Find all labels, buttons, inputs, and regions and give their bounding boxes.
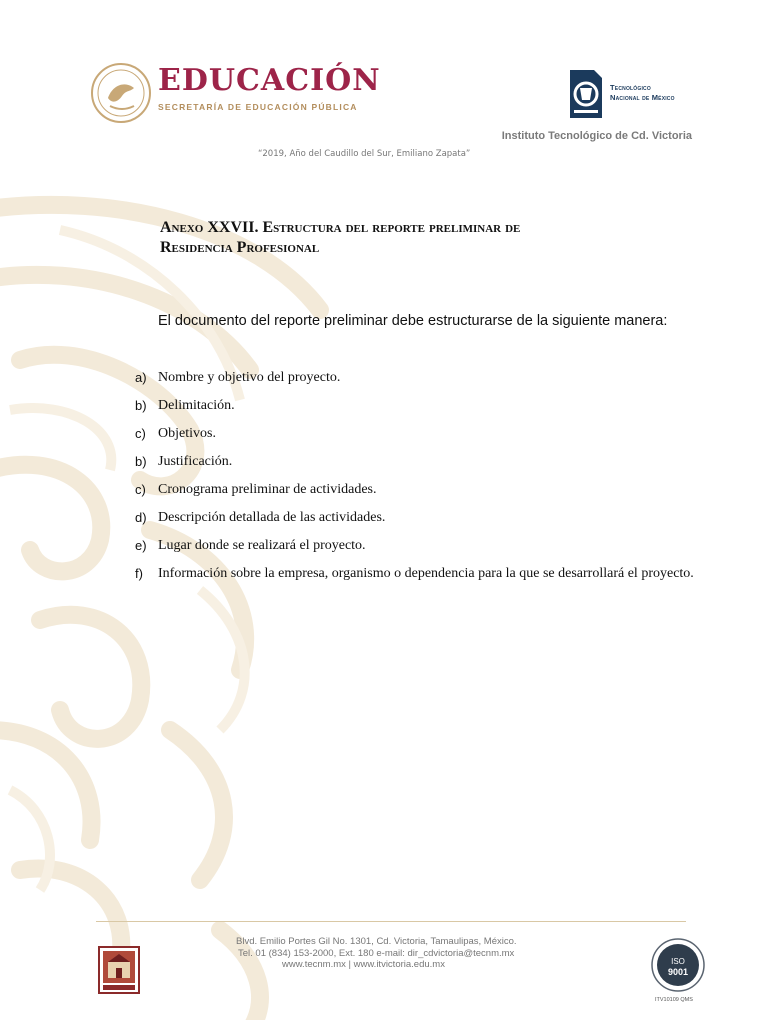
document-title-line-2: Residencia Profesional	[160, 239, 320, 256]
list-item	[135, 364, 695, 392]
list-item-text: Delimitación.	[158, 398, 235, 413]
list-marker: f)	[135, 566, 143, 581]
list-marker: c)	[135, 482, 146, 497]
institute-name: Instituto Tecnológico de Cd. Victoria	[501, 130, 692, 142]
footer-divider	[96, 921, 686, 922]
background-watermark	[0, 170, 360, 1020]
iso-label: ISO	[671, 957, 685, 966]
structure-list	[135, 364, 695, 588]
iso-code: ITV10109 QMS	[655, 997, 693, 1003]
address-line-1: Blvd. Emilio Portes Gil No. 1301, Cd. Victoria, Tamaulipas, México.	[236, 936, 517, 947]
footer-address	[236, 936, 556, 971]
address-line-2: Tel. 01 (834) 153-2000, Ext. 180 e-mail: dir_cdvictoria@tecnm.mx	[238, 947, 515, 959]
list-item	[135, 504, 695, 532]
sep-title: EDUCACIÓN	[158, 63, 381, 98]
list-marker: b)	[135, 398, 147, 413]
tecnm-name	[610, 83, 675, 103]
list-item	[135, 448, 695, 476]
intro-paragraph: El documento del reporte preliminar debe estructurarse de la siguiente manera:	[158, 313, 668, 329]
list-item-text: Lugar donde se realizará el proyecto.	[158, 538, 366, 553]
list-item-text: Justificación.	[158, 454, 233, 469]
list-item	[135, 476, 695, 504]
list-marker: e)	[135, 538, 147, 553]
itcv-badge-icon	[98, 946, 140, 994]
list-item-text: Nombre y objetivo del proyecto.	[158, 370, 341, 385]
tecnm-line-1: Tecnológico	[610, 83, 651, 92]
list-item-text: Cronograma preliminar de actividades.	[158, 482, 377, 497]
list-marker: a)	[135, 370, 147, 385]
iso-number: 9001	[667, 967, 689, 977]
list-item-text: Información sobre la empresa, organismo o dependencia para la que se desarrollará el proyecto.	[158, 566, 694, 581]
sep-brand	[158, 62, 381, 112]
list-marker: c)	[135, 426, 146, 441]
sep-subtitle: SECRETARÍA DE EDUCACIÓN PÚBLICA	[158, 102, 358, 112]
tecnm-line-2: Nacional de México	[610, 93, 675, 102]
list-item-text: Descripción detallada de las actividades.	[158, 510, 386, 525]
list-item-text: Objetivos.	[158, 426, 216, 441]
document-title-line-1: Anexo XXVII. Estructura del reporte preliminar de	[160, 219, 521, 236]
list-item	[135, 560, 695, 588]
mexico-seal-icon	[90, 62, 152, 124]
tecnm-logo-icon	[566, 66, 606, 122]
iso-9001-seal-icon	[650, 935, 706, 995]
list-marker: d)	[135, 510, 147, 525]
address-line-3: www.tecnm.mx | www.itvictoria.edu.mx	[282, 959, 445, 970]
year-motto: “2019, Año del Caudillo del Sur, Emiliano Zapata”	[258, 149, 471, 159]
list-item	[135, 532, 695, 560]
list-item	[135, 392, 695, 420]
document-title	[160, 218, 680, 258]
list-item	[135, 420, 695, 448]
list-marker: b)	[135, 454, 147, 469]
